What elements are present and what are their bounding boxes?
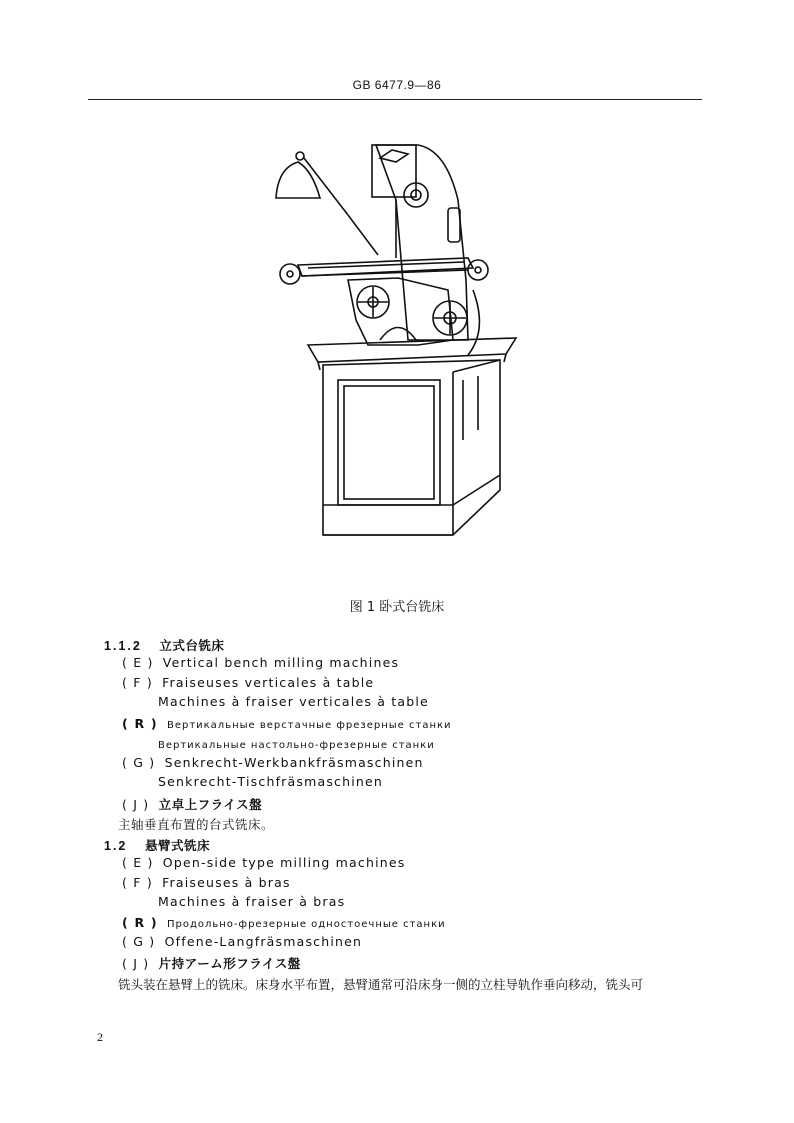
section-12-heading bbox=[104, 836, 210, 854]
cabinet-door bbox=[338, 380, 440, 505]
term-line-ja bbox=[122, 954, 301, 972]
term-text: Open‑side type milling machines bbox=[162, 855, 406, 870]
term-line-en bbox=[122, 655, 399, 670]
section-title: 悬臂式铣床 bbox=[144, 838, 210, 853]
term-text: Вертикальные настольно‑фрезерные станки bbox=[158, 740, 435, 751]
term-text: Senkrecht‑Werkbankfräsmaschinen bbox=[164, 755, 424, 770]
term-line-fr bbox=[122, 675, 374, 690]
page-number: 2 bbox=[97, 1030, 103, 1044]
section-title: 立式台铣床 bbox=[159, 638, 225, 653]
section-112-heading bbox=[104, 636, 224, 654]
section-112-description: 主轴垂直布置的台式铣床。 bbox=[118, 817, 275, 832]
term-text: Fraiseuses verticales à table bbox=[162, 675, 375, 690]
lang-code: ( E ) bbox=[122, 855, 154, 870]
lang-code: ( F ) bbox=[122, 675, 153, 690]
term-text: 立卓上フライス盤 bbox=[158, 797, 263, 812]
term-text: 片持アーム形フライス盤 bbox=[158, 956, 301, 971]
term-text: Machines à fraiser verticales à table bbox=[158, 694, 429, 709]
section-number: 1.1.2 bbox=[104, 639, 142, 653]
term-line-en bbox=[122, 855, 406, 870]
section-12-description: 铣头装在悬臂上的铣床。床身水平布置，悬臂通常可沿床身一侧的立柱导轨作垂向移动，铣头可 bbox=[118, 977, 644, 992]
term-line-de bbox=[122, 755, 424, 770]
term-line-fr bbox=[122, 875, 291, 890]
term-line-fr-alt bbox=[158, 694, 429, 709]
base-tray bbox=[308, 338, 516, 362]
term-text: Vertical bench milling machines bbox=[162, 655, 400, 670]
lang-code: ( E ) bbox=[122, 655, 154, 670]
term-text: Machines à fraiser à bras bbox=[158, 894, 346, 909]
lang-code: ( G ) bbox=[122, 755, 156, 770]
term-text: Fraiseuses à bras bbox=[162, 875, 291, 890]
term-line-fr-alt bbox=[158, 894, 345, 909]
lang-code: ( R ) bbox=[122, 915, 158, 930]
lang-code: ( J ) bbox=[122, 797, 150, 812]
term-line-de-alt bbox=[158, 774, 383, 789]
term-line-ja bbox=[122, 795, 262, 813]
lang-code: ( J ) bbox=[122, 956, 150, 971]
lang-code: ( G ) bbox=[122, 934, 156, 949]
section-number: 1.2 bbox=[104, 839, 128, 853]
lamp-shade bbox=[276, 162, 320, 198]
term-text: Вертикальные верстачные фрезерные станки bbox=[166, 720, 452, 731]
table-handwheel-left bbox=[280, 264, 300, 284]
standard-header: GB 6477.9—86 bbox=[352, 78, 442, 92]
term-line-ru bbox=[122, 716, 452, 731]
figure-caption: 图 1 卧式台铣床 bbox=[349, 600, 445, 615]
term-line-ru-alt bbox=[158, 736, 435, 751]
term-text: Offene‑Langfräsmaschinen bbox=[164, 934, 363, 949]
header-rule bbox=[88, 99, 702, 100]
table-handwheel-right bbox=[468, 260, 488, 280]
term-text: Продольно‑фрезерные одностоечные станки bbox=[166, 919, 446, 930]
term-line-ru bbox=[122, 915, 446, 930]
lang-code: ( F ) bbox=[122, 875, 153, 890]
term-line-de bbox=[122, 934, 362, 949]
lang-code: ( R ) bbox=[122, 716, 158, 731]
milling-machine-figure bbox=[268, 140, 528, 560]
term-text: Senkrecht‑Tischfräsmaschinen bbox=[158, 774, 384, 789]
